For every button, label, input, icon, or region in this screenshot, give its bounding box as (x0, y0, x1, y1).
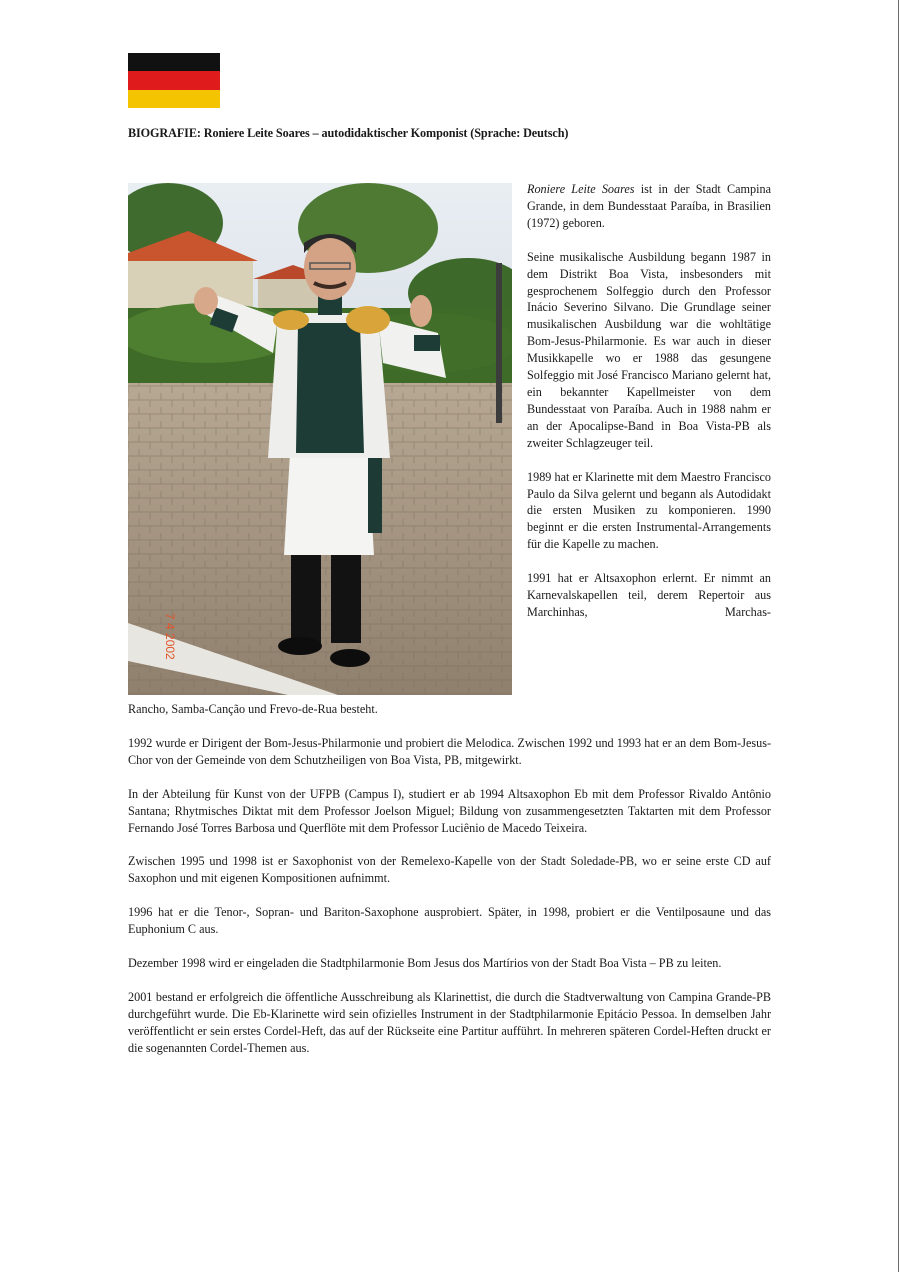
person-name: Roniere Leite Soares (527, 182, 635, 196)
intro-paragraph (527, 181, 771, 232)
paragraph-1991-end: Rancho, Samba-Canção und Frevo-de-Rua besteht. (128, 702, 378, 716)
intro-rest: ist in der Stadt Campina Grande, in dem Bundesstaat Paraíba, in Brasilien (1972) geboren. (527, 182, 771, 230)
paragraph-dezember-1998: Dezember 1998 wird er eingeladen die Stadtphilarmonie Bom Jesus dos Martírios von der Stadt Boa Vista – PB zu leiten. (128, 956, 722, 971)
full-width-text (128, 701, 771, 1074)
german-flag-icon (128, 53, 220, 108)
flag-band-red (128, 71, 220, 89)
page-title: BIOGRAFIE: Roniere Leite Soares – autodidaktischer Komponist (Sprache: Deutsch) (128, 126, 569, 140)
paragraph-1994: In der Abteilung für Kunst von der UFPB (Campus I), studiert er ab 1994 Altsaxophon Eb mit dem Professor Rivaldo Antônio Santana; Rhytmisches Diktat mit dem Professor Joelson Miguel; Bildung von zusammengesetzten Taktarten mit dem Professor Fernando José Torres Barbosa und Querflöte mit dem Professor Luciênio de Macedo Teixeira. (128, 786, 771, 835)
portrait-photo (128, 183, 512, 695)
flag-band-gold (128, 90, 220, 108)
paragraph-1996: 1996 hat er die Tenor-, Sopran- und Bariton-Saxophone ausprobiert. Später, in 1998, probiert er die Ventilposaune und das Euphonium C aus. (128, 905, 771, 937)
paragraph-1987: Seine musikalische Ausbildung begann 1987 in dem Distrikt Boa Vista, insbesonders mit gesprochenem Solfeggio durch den Professor Inácio Severino Silvano. Die Grundlage seiner musikalischen Ausbildung war die wohltätige Bom-Jesus-Philarmonie. Es war auch in dieser Musikkapelle wo er 1988 das gesungene Solfeggio mit José Francisco Mariano gelernt hat, ein bekannter Kapellmeister von dem Bundesstaat von Paraíba. Auch in 1988 nahm er an der Apocalipse-Band in Boa Vista-PB als zweiter Schlagzeuger teil. (527, 249, 771, 450)
flag-band-black (128, 53, 220, 71)
photo-date-stamp: 7 4 2002 (163, 613, 177, 660)
page-edge (898, 0, 899, 1272)
right-column-text (527, 181, 771, 621)
paragraph-1991-start: 1991 hat er Altsaxophon erlernt. Er nimmt an Karnevalskapellen teil, derem Repertoir aus Marchinhas, Marchas- (527, 571, 771, 619)
paragraph-1992: 1992 wurde er Dirigent der Bom-Jesus-Philarmonie und probiert die Melodica. Zwischen 1992 und 1993 hat er an dem Bom-Jesus-Chor von der Gemeinde von dem Schutzheiligen von Boa Vista, PB, mitgewirkt. (128, 735, 771, 767)
conductor-photo-illustration (128, 183, 512, 695)
paragraph-2001: 2001 bestand er erfolgreich die öffentliche Ausschreibung als Klarinettist, die durch die Stadtverwaltung von Campina Grande-PB durchgeführt wurde. Die Eb-Klarinette wird sein ofizielles Instrument in der Stadtphilarmonie Epitácio Pessoa. In demselben Jahr veröffentlicht er sein erstes Cordel-Heft, das auf der Rückseite eine Partitur aufführt. In mehreren späteren Cordel-Heften druckt er die sogenannten Cordel-Themen aus. (128, 989, 771, 1055)
paragraph-1995: Zwischen 1995 und 1998 ist er Saxophonist von der Remelexo-Kapelle von der Stadt Soledade-PB, wo er seine erste CD auf Saxophon und mit eigenen Kompositionen aufnimmt. (128, 854, 771, 886)
paragraph-1989: 1989 hat er Klarinette mit dem Maestro Francisco Paulo da Silva gelernt und begann als Autodidakt die ersten Musiken zu komponieren. 1990 beginnt er die ersten Instrumental-Arrangements für die Kapelle zu machen. (527, 469, 771, 552)
